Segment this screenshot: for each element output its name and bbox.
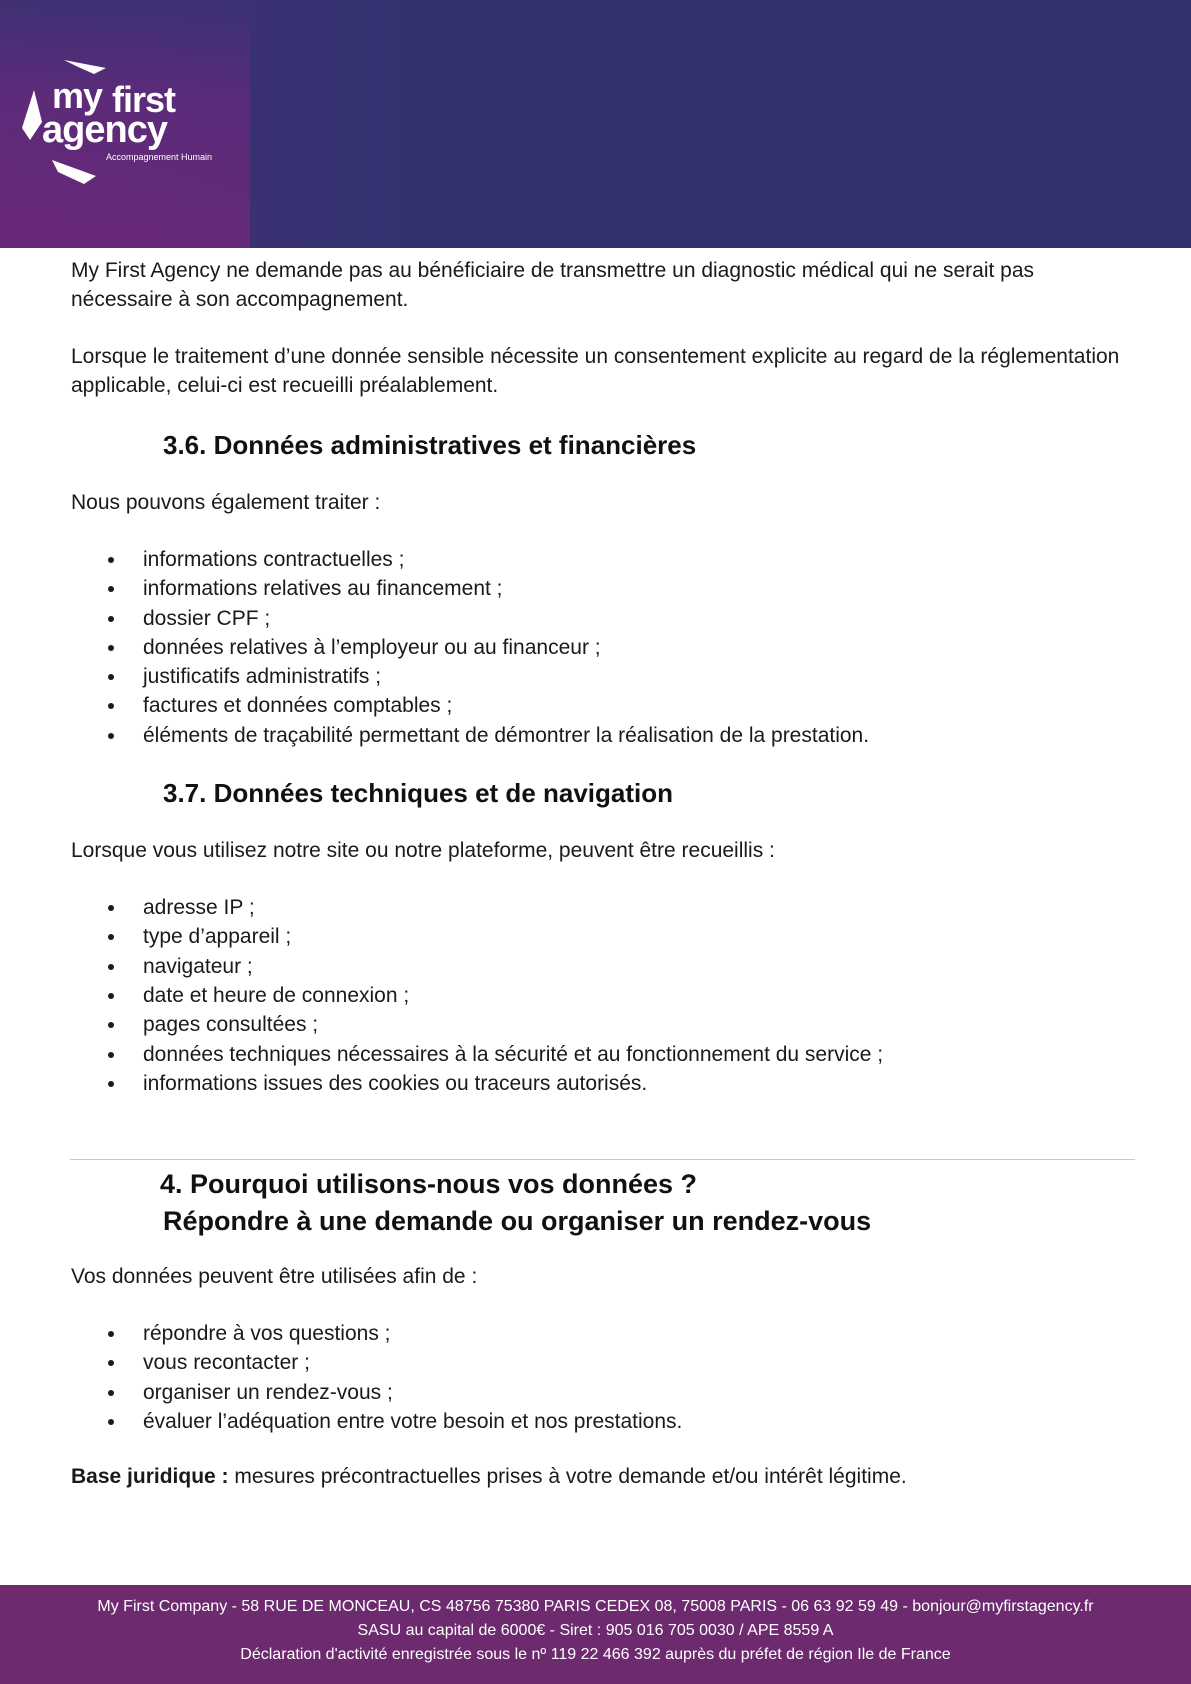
bullet-icon bbox=[108, 1419, 114, 1425]
section-3-6-lead: Nous pouvons également traiter : bbox=[71, 491, 381, 514]
list-item: répondre à vos questions ; bbox=[71, 1319, 1141, 1348]
bullet-icon bbox=[108, 1390, 114, 1396]
page-footer bbox=[0, 1585, 1191, 1684]
page-header bbox=[0, 0, 1191, 248]
list-item: informations relatives au financement ; bbox=[71, 574, 1141, 603]
bullet-icon bbox=[108, 557, 114, 563]
list-item: pages consultées ; bbox=[71, 1010, 1141, 1039]
svg-text:first: first bbox=[112, 79, 176, 120]
bullet-icon bbox=[108, 1022, 114, 1028]
bullet-icon bbox=[108, 993, 114, 999]
list-item: évaluer l’adéquation entre votre besoin et nos prestations. bbox=[71, 1407, 1141, 1436]
bullet-icon bbox=[108, 1052, 114, 1058]
svg-text:agency: agency bbox=[42, 109, 167, 151]
bullet-icon bbox=[108, 586, 114, 592]
svg-text:my: my bbox=[52, 75, 103, 116]
section-3-7-list bbox=[71, 893, 1141, 1098]
bullet-icon bbox=[108, 1081, 114, 1087]
footer-line-2: SASU au capital de 6000€ - Siret : 905 016 705 0030 / APE 8559 A bbox=[357, 1622, 834, 1639]
document-body bbox=[71, 256, 1141, 1124]
list-item: adresse IP ; bbox=[71, 893, 1141, 922]
list-item: informations contractuelles ; bbox=[71, 545, 1141, 574]
legal-basis bbox=[71, 1462, 1141, 1491]
section-3-7-lead: Lorsque vous utilisez notre site ou notre plateforme, peuvent être recueillis : bbox=[71, 839, 775, 863]
list-item: données relatives à l’employeur ou au financeur ; bbox=[71, 633, 1141, 662]
section-divider bbox=[70, 1159, 1135, 1160]
list-item: navigateur ; bbox=[71, 952, 1141, 981]
bullet-icon bbox=[108, 616, 114, 622]
legal-basis-label: Base juridique : bbox=[71, 1465, 229, 1489]
list-item: factures et données comptables ; bbox=[71, 691, 1141, 720]
bullet-icon bbox=[108, 1331, 114, 1337]
bullet-icon bbox=[108, 733, 114, 739]
section-4-lead: Vos données peuvent être utilisées afin de : bbox=[71, 1265, 478, 1288]
bullet-icon bbox=[108, 703, 114, 709]
bullet-icon bbox=[108, 964, 114, 970]
list-item: organiser un rendez-vous ; bbox=[71, 1378, 1141, 1407]
list-item: date et heure de connexion ; bbox=[71, 981, 1141, 1010]
brand-logo bbox=[14, 52, 244, 202]
list-item: données techniques nécessaires à la sécurité et au fonctionnement du service ; bbox=[71, 1040, 1141, 1069]
list-item: type d’appareil ; bbox=[71, 922, 1141, 951]
bullet-icon bbox=[108, 674, 114, 680]
footer-line-1: My First Company - 58 RUE DE MONCEAU, CS 48756 75380 PARIS CEDEX 08, 75008 PARIS - 06 63 92 59 49 - bonjour@myfirstagency.fr bbox=[97, 1598, 1094, 1615]
logo-graphic bbox=[14, 52, 244, 202]
bullet-icon bbox=[108, 905, 114, 911]
svg-text:Accompagnement Humain: Accompagnement Humain bbox=[106, 152, 213, 162]
section-3-6-list bbox=[71, 545, 1141, 750]
list-item: informations issues des cookies ou traceurs autorisés. bbox=[71, 1069, 1141, 1098]
list-item: justificatifs administratifs ; bbox=[71, 662, 1141, 691]
section-4-title: 4. Pourquoi utilisons-nous vos données ? bbox=[160, 1169, 698, 1199]
bullet-icon bbox=[108, 1360, 114, 1366]
list-item: vous recontacter ; bbox=[71, 1348, 1141, 1377]
list-item: dossier CPF ; bbox=[71, 604, 1141, 633]
legal-basis-text: mesures précontractuelles prises à votre demande et/ou intérêt légitime. bbox=[228, 1465, 907, 1489]
section-4-list bbox=[71, 1319, 1141, 1436]
list-item: éléments de traçabilité permettant de démontrer la réalisation de la prestation. bbox=[71, 721, 1141, 750]
intro-paragraph-2: Lorsque le traitement d’une donnée sensible nécessite un consentement explicite au regard de la réglementation applicable, celui-ci est recueilli préalablement. bbox=[71, 345, 1120, 397]
bullet-icon bbox=[108, 934, 114, 940]
section-3-7-title: 3.7. Données techniques et de navigation bbox=[163, 778, 674, 809]
bullet-icon bbox=[108, 645, 114, 651]
section-3-6-title: 3.6. Données administratives et financières bbox=[163, 430, 697, 460]
intro-paragraph-1: My First Agency ne demande pas au bénéficiaire de transmettre un diagnostic médical qui ne serait pas nécessaire à son accompagnement. bbox=[71, 259, 1035, 311]
section-4-subtitle: Répondre à une demande ou organiser un rendez-vous bbox=[163, 1206, 872, 1236]
section-4 bbox=[71, 1166, 1141, 1519]
footer-line-3: Déclaration d'activité enregistrée sous le nº 119 22 466 392 auprès du préfet de région Ile de France bbox=[240, 1646, 951, 1663]
